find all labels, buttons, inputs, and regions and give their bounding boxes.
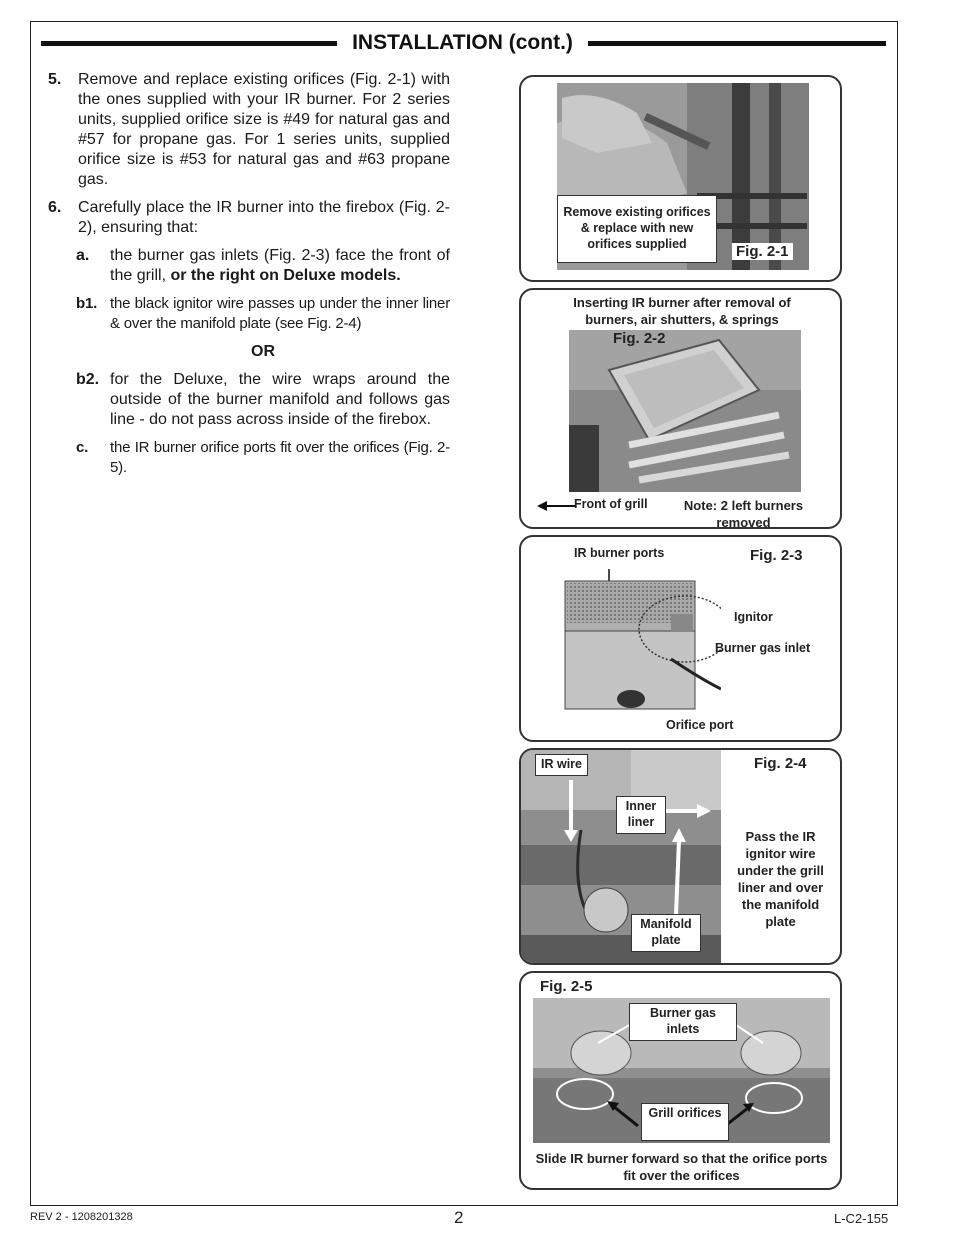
burner-gas-inlets-label: Burner gas inlets (629, 1003, 737, 1041)
wire-routing-note: Pass the IR ignitor wire under the grill liner and over the manifold plate (737, 829, 824, 929)
orifice-port-label: Orifice port (666, 718, 734, 732)
substep-b2 (48, 370, 450, 430)
section-header (41, 28, 886, 58)
figure-2-2 (519, 288, 842, 529)
burner-insertion-photo (569, 330, 801, 492)
substep-text: the burner gas inlets (Fig. 2-3) face the front of the grill, (110, 247, 450, 284)
step-5 (48, 70, 450, 190)
document-code: L-C2-155 (834, 1211, 889, 1226)
figure-label: Fig. 2-2 (613, 330, 666, 347)
revision-label: REV 2 - 1208201328 (30, 1211, 133, 1223)
header-rule-left (41, 41, 337, 46)
figure-caption: Slide IR burner forward so that the orifice ports fit over the orifices (535, 1151, 828, 1183)
burner-gas-inlet-label: Burner gas inlet (715, 641, 811, 655)
figure-caption: Inserting IR burner after removal of burners, air shutters, & springs (573, 295, 791, 327)
page-title: INSTALLATION (cont.) (352, 31, 573, 54)
header-rule-right (588, 41, 886, 46)
inner-liner-label: Inner liner (616, 796, 666, 834)
figure-label: Fig. 2-4 (754, 755, 807, 772)
substep-emphasis: or the right on Deluxe models. (170, 267, 401, 284)
or-separator: OR (251, 343, 275, 360)
arrow-left-icon (537, 498, 577, 514)
substep-text: the black ignitor wire passes up under the inner liner & over the manifold plate (see Fig. 2-4) (110, 295, 450, 332)
ir-burner-diagram (561, 569, 721, 714)
substep-number: b1. (76, 295, 98, 312)
front-of-grill-label: Front of grill (574, 497, 648, 511)
step-text: Remove and replace existing orifices (Fig. 2-1) with the ones supplied with your IR burner. For 2 series units, supplied orifice size is #49 for natural gas and #57 for propane gas. For 1 series units, supplied orifice size is #53 for natural gas and #63 propane gas. (78, 71, 450, 188)
substep-number: b2. (76, 371, 100, 388)
substep-a (48, 246, 450, 286)
ir-wire-label: IR wire (535, 754, 588, 776)
manifold-plate-label: Manifold plate (631, 914, 701, 952)
step-text: Carefully place the IR burner into the firebox (Fig. 2-2), ensuring that: (78, 199, 450, 236)
substep-text: the IR burner orifice ports fit over the orifices (Fig. 2-5). (110, 439, 450, 476)
step-number: 5. (48, 71, 62, 88)
step-number: 6. (48, 199, 62, 216)
substep-text: for the Deluxe, the wire wraps around the outside of the burner manifold and follows gas line - do not pass across inside of the firebox. (110, 371, 450, 428)
grill-orifices-label: Grill orifices (641, 1103, 729, 1141)
burner-note: Note: 2 left burners removed (683, 498, 804, 529)
instruction-list (48, 70, 450, 486)
page-number: 2 (454, 1208, 464, 1227)
ir-burner-ports-label: IR burner ports (574, 546, 665, 560)
substep-number: c. (76, 439, 89, 456)
ignitor-label: Ignitor (734, 610, 773, 624)
figure-label: Fig. 2-5 (540, 978, 593, 995)
figure-2-5 (519, 971, 842, 1190)
substep-c (48, 438, 450, 478)
step-6 (48, 198, 450, 238)
figure-2-4 (519, 748, 842, 965)
substep-number: a. (76, 247, 90, 264)
orifice-callout: Remove existing orifices & replace with new orifices supplied (557, 195, 717, 263)
figure-2-3 (519, 535, 842, 742)
figure-2-1 (519, 75, 842, 282)
figure-label: Fig. 2-3 (750, 547, 803, 564)
substep-b1 (48, 294, 450, 334)
figure-label: Fig. 2-1 (732, 243, 793, 260)
